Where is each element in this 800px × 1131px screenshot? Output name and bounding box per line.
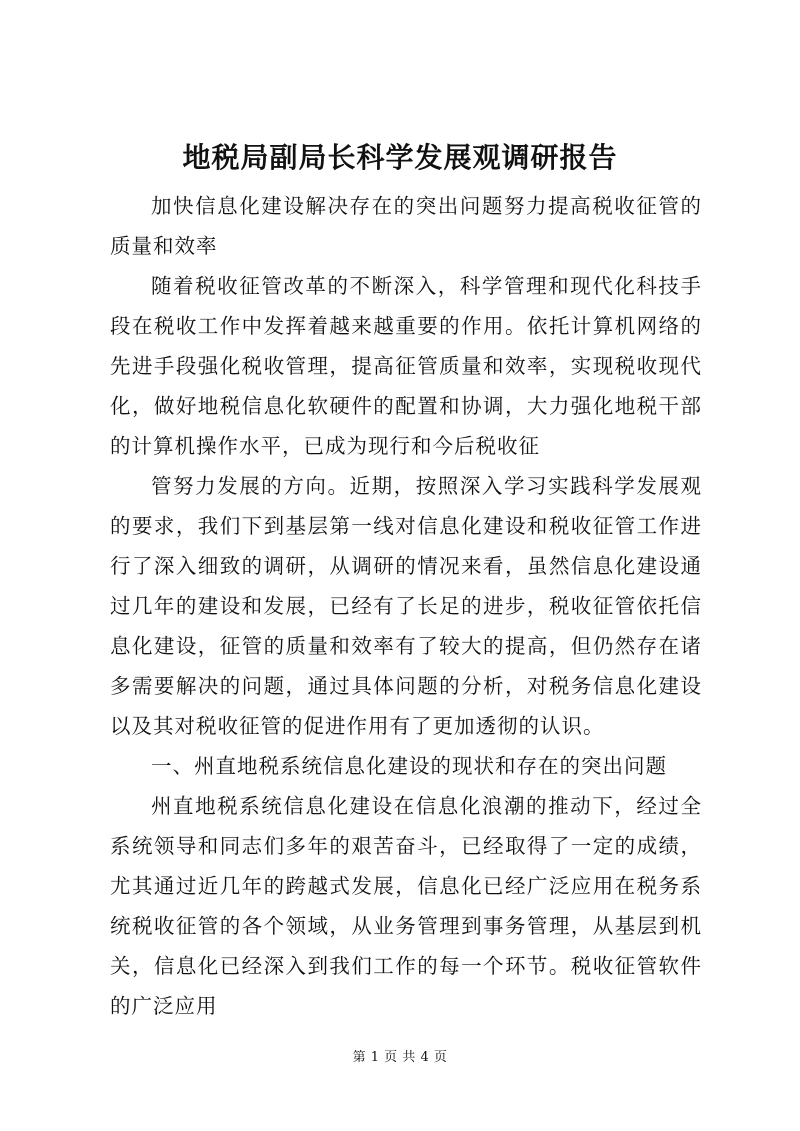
section-heading-1: 一、州直地税系统信息化建设的现状和存在的突出问题 [151,754,667,778]
document-title: 地税局副局长科学发展观调研报告 [182,141,618,174]
paragraph-intro: 随着税收征管改革的不断深入，科学管理和现代化科技手段在税收工作中发挥着越来越重要的作用。依托计算机网络的先进手段强化税收管理，提高征管质量和效率，实现税收现代化，做好地税信息化软硬件的配置和协调，大力强化地税干部的计算机操作水平，已成为现行和今后税收征 [110,274,702,458]
document-body [110,186,702,1026]
paragraph-research: 管努力发展的方向。近期，按照深入学习实践科学发展观的要求，我们下到基层第一线对信息化建设和税收征管工作进行了深入细致的调研，从调研的情况来看，虽然信息化建设通过几年的建设和发展，已经有了长足的进步，税收征管依托信息化建设，征管的质量和效率有了较大的提高，但仍然存在诸多需要解决的问题，通过具体问题的分析，对税务信息化建设以及其对税收征管的促进作用有了更加透彻的认识。 [110,474,702,738]
page-footer: 第 1 页 共 4 页 [352,1050,448,1065]
paragraph-status: 州直地税系统信息化建设在信息化浪潮的推动下，经过全系统领导和同志们多年的艰苦奋斗，已经取得了一定的成绩，尤其通过近几年的跨越式发展，信息化已经广泛应用在税务系统税收征管的各个领域，从业务管理到事务管理，从基层到机关，信息化已经深入到我们工作的每一个环节。税收征管软件的广泛应用 [110,794,702,1018]
paragraph-subtitle: 加快信息化建设解决存在的突出问题努力提高税收征管的质量和效率 [110,194,702,258]
